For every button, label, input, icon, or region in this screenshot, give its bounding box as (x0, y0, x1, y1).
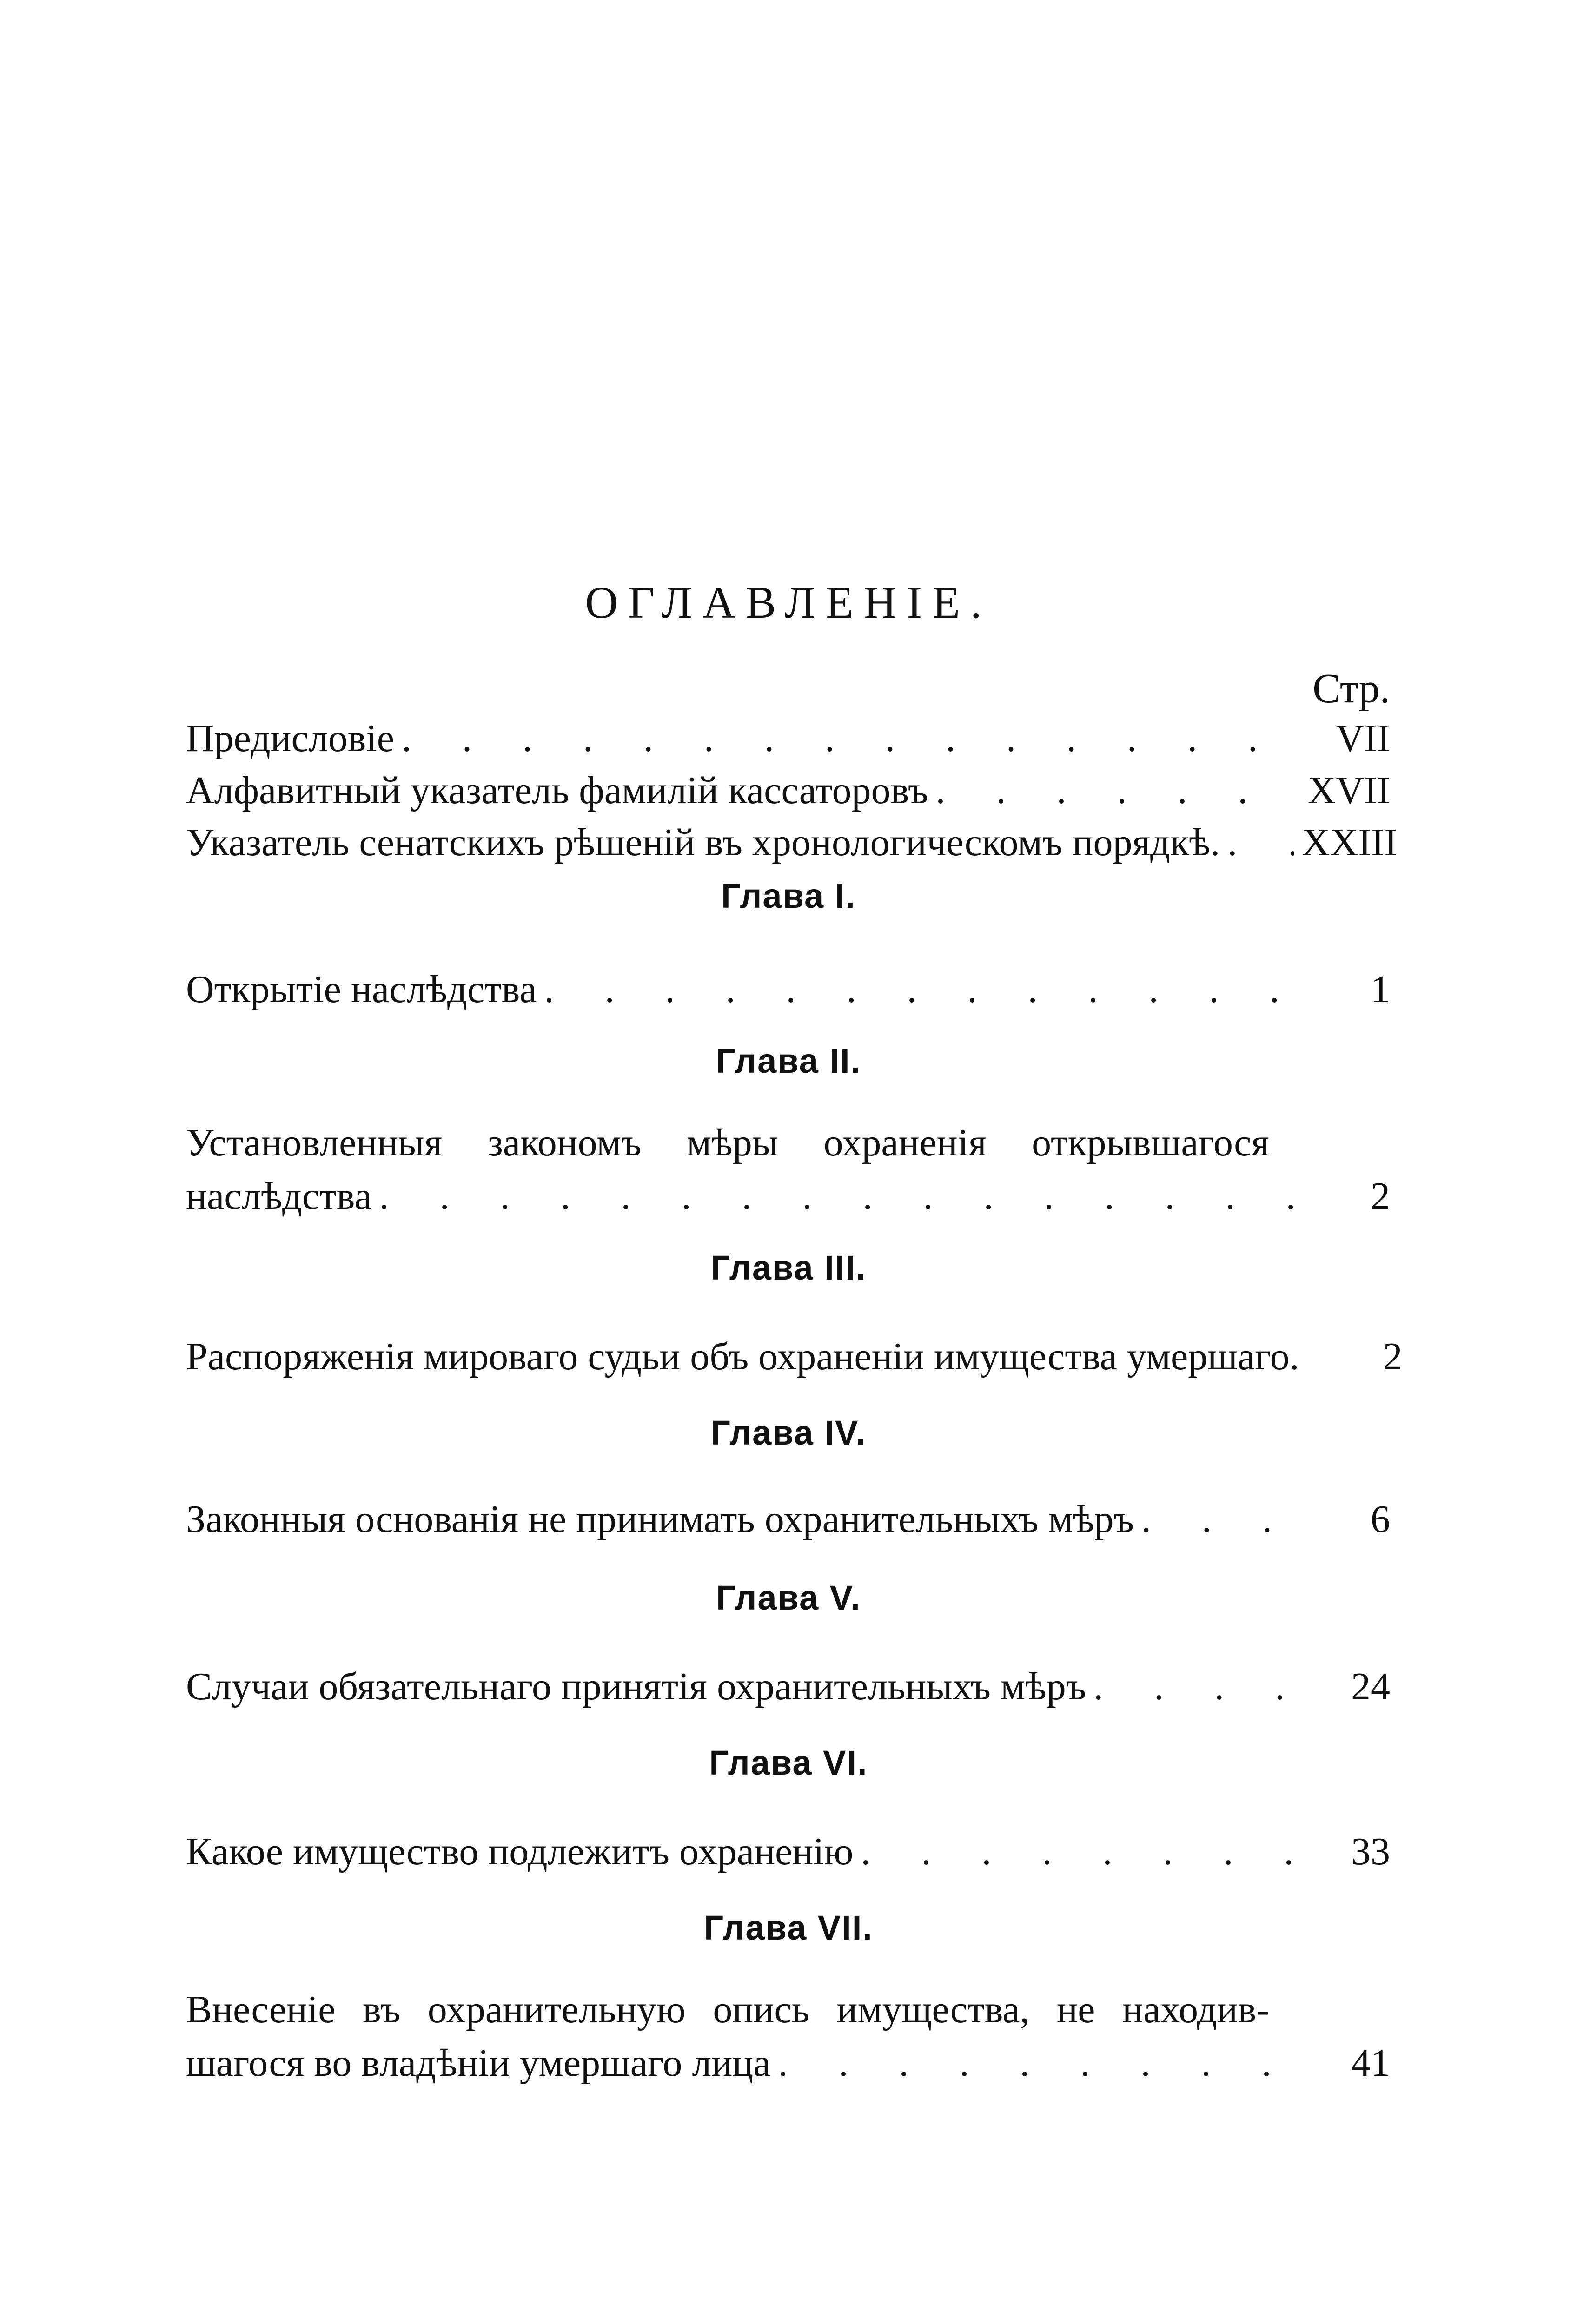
chapter-heading: Глава II. (716, 1042, 861, 1080)
toc-entry-chapter-5[interactable] (186, 1664, 1390, 1710)
toc-entry-page: XVII (1307, 769, 1390, 812)
toc-entry-title: Алфавитный указатель фамилій кассаторовъ (186, 769, 928, 812)
toc-entry-page: 2 (1383, 1335, 1403, 1378)
dot-leader (861, 1829, 1294, 1874)
toc-entry-title: Открытіе наслѣдства (186, 968, 537, 1011)
toc-entry-title: Предисловіе (186, 717, 395, 760)
toc-entry-chapter-6[interactable] (186, 1829, 1390, 1875)
dot-leader (544, 967, 1294, 1012)
chapter-heading: Глава VI. (709, 1743, 868, 1782)
chapter-heading: Глава VII. (704, 1908, 873, 1947)
dot-leader (1141, 1497, 1294, 1542)
toc-entry-page: 33 (1351, 1830, 1390, 1873)
dot-leader (778, 2040, 1294, 2086)
toc-entry-chapter-2-line1[interactable]: Установленныя закономъ мѣры охраненія открывшагося (186, 1121, 1269, 1164)
toc-entry-title: шагося во владѣніи умершаго лица (186, 2041, 771, 2085)
toc-entry-title: Распоряженія мироваго судьи объ охраненіи имущества умершаго. (186, 1335, 1299, 1378)
toc-entry-title: Указатель сенатскихъ рѣшеній въ хронологическомъ порядкѣ. (186, 821, 1220, 864)
toc-entry-preface[interactable] (186, 716, 1390, 762)
toc-entry-page: 1 (1371, 968, 1390, 1011)
toc-entry-page: 2 (1371, 1175, 1390, 1218)
toc-entry-chapter-2[interactable] (186, 1174, 1390, 1220)
toc-entry-title: наслѣдства (186, 1175, 372, 1218)
toc-entry-alphabetical-index[interactable] (186, 768, 1390, 814)
toc-entry-chapter-4[interactable] (186, 1497, 1390, 1543)
toc-entry-page: 24 (1351, 1665, 1390, 1708)
chapter-heading: Глава IV. (710, 1413, 867, 1452)
chapter-heading: Глава I. (721, 877, 856, 915)
toc-entry-page: 6 (1371, 1498, 1390, 1541)
dot-leader (379, 1174, 1294, 1219)
toc-entry-page: VII (1336, 717, 1390, 760)
toc-entry-chapter-1[interactable] (186, 967, 1390, 1013)
toc-entry-page: 41 (1351, 2041, 1390, 2085)
chapter-heading: Глава V. (716, 1578, 861, 1617)
dot-leader (1093, 1664, 1294, 1709)
toc-entry-title: Законныя основанія не принимать охранительныхъ мѣръ (186, 1498, 1134, 1541)
dot-leader (1227, 820, 1294, 865)
page-column-label: Стр. (1312, 666, 1390, 712)
toc-entry-title: Какое имущество подлежитъ охраненію (186, 1830, 854, 1873)
dot-leader (402, 716, 1294, 761)
page-title: ОГЛАВЛЕНІЕ. (585, 577, 992, 628)
toc-entry-page: XXIII (1302, 821, 1398, 864)
toc-entry-chapter-7-line1[interactable]: Внесеніе въ охранительную опись имущества, не находив- (186, 1988, 1269, 2031)
toc-entry-chapter-3[interactable] (186, 1334, 1403, 1380)
chapter-heading: Глава III. (710, 1248, 867, 1287)
dot-leader (935, 768, 1294, 813)
toc-entry-chapter-7[interactable] (186, 2040, 1390, 2087)
toc-entry-title: Случаи обязательнаго принятія охранительныхъ мѣръ (186, 1665, 1087, 1708)
toc-entry-chronological-index[interactable] (186, 820, 1398, 866)
